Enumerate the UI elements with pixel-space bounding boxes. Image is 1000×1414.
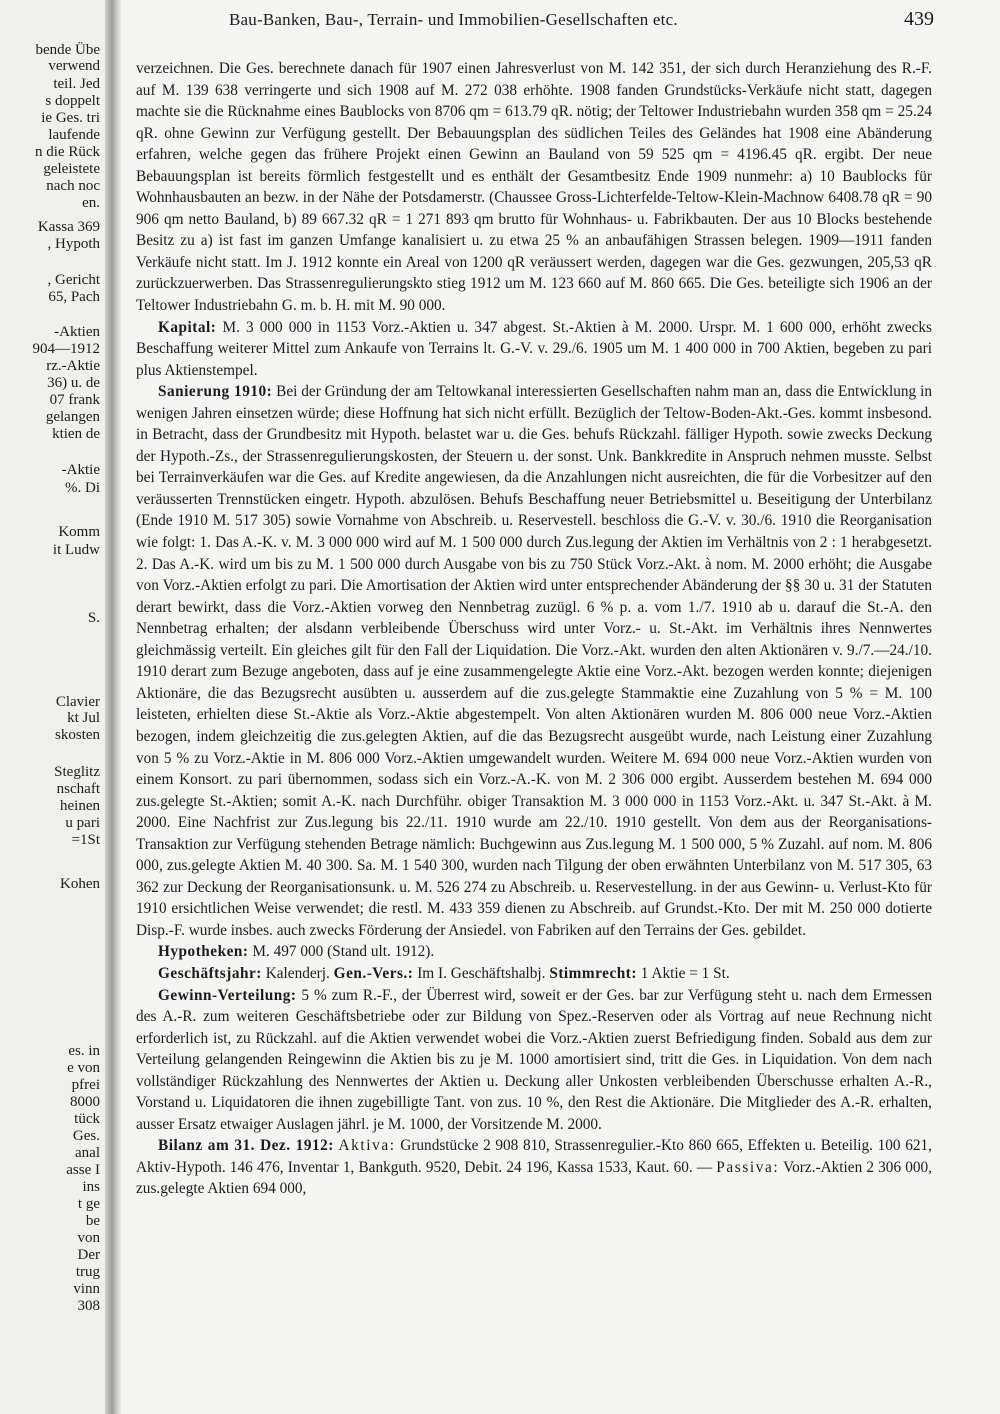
adjacent-page-line: t ge <box>77 1196 100 1212</box>
adjacent-page-line: heinen <box>60 798 100 814</box>
adjacent-page-line: u pari <box>65 815 100 831</box>
adjacent-page-line: en. <box>82 195 100 211</box>
adjacent-page-line: Ges. <box>72 1128 100 1144</box>
adjacent-page-line: vinn <box>73 1281 100 1297</box>
adjacent-page-line: trug <box>75 1264 100 1280</box>
adjacent-page-line: anal <box>75 1145 100 1161</box>
adjacent-page-line: , Gericht <box>47 272 100 288</box>
bilanz-aktiva-label: Aktiva: <box>338 1137 396 1155</box>
adjacent-page-line: geleistete <box>43 161 100 177</box>
adjacent-page-line: tück <box>74 1111 100 1127</box>
adjacent-page-line: nach noc <box>46 178 100 194</box>
adjacent-page-line: rz.-Aktie <box>46 358 100 374</box>
adjacent-page-line: verwend <box>48 58 100 74</box>
bilanz-passiva-label: Passiva: <box>716 1158 780 1176</box>
stimmrecht-label: Stimmrecht: <box>549 964 637 982</box>
adjacent-page-line: 904—1912 <box>32 341 100 357</box>
adjacent-page-line: Komm <box>58 524 100 540</box>
adjacent-page-line: 65, Pach <box>48 289 100 305</box>
adjacent-page-line: nschaft <box>56 781 100 797</box>
adjacent-page-line: skosten <box>55 727 100 743</box>
bilanz-aktiva-text: Grundstücke 2 908 810, Strassenregulier.-Kto 860 665, Effekten u. Beteilig. 100 621, Aktiv-Hypoth. 146 476, Inventar 1, Bankguth. 9520, Debit. 24 196, Kassa 1533, Kaut. 60. — <box>136 1137 932 1176</box>
page-main <box>124 0 934 1414</box>
adjacent-page-line: -Aktien <box>54 324 100 340</box>
adjacent-page-line: s doppelt <box>45 93 100 109</box>
adjacent-page-line: laufende <box>48 127 100 143</box>
geschaeftsjahr-text: Kalenderj. <box>261 964 330 982</box>
adjacent-page-line: it Ludw <box>52 542 100 558</box>
genvers-text: Im I. Geschäftshalbj. <box>413 964 546 982</box>
adjacent-page-line: n die Rück <box>35 144 100 160</box>
adjacent-page-line: ins <box>82 1179 100 1195</box>
paragraph-hypotheken <box>136 941 932 963</box>
adjacent-page-line: asse I <box>66 1162 100 1178</box>
adjacent-page-line: bende Übe <box>35 42 100 58</box>
sanierung-text: Bei der Gründung der am Teltowkanal interessierten Gesellschaften nahm man an, dass die Entwicklung in wenigen Jahren einsetzen würde; diese Hoffnung hat sich nicht erfüllt. Bezüglich der Teltow-Boden-Akt.-Ges. kommt insbesond. in Betracht, dass der Grundbesitz mit Hypoth. belastet war u. die Ges. behufs Rückzahl. fälliger Hypoth. sowie zwecks Deckung der Hypoth.-Zs., der Strassenregulierungskosten, der Steuern u. der sonst. Unk. Bankkredite in Anspruch nehmen musste. Selbst bei Terrainverkäufen war die Ges. auf Kredite angewiesen, da die Anzahlungen nicht ausreichten, die für die Vorbesitzer auf den veräusserten Trennstücken eingetr. Hypoth. abzulösen. Behufs Beschaffung neuer Betriebsmittel u. Beseitigung der Unterbilanz (Ende 1910 M. 517 305) sowie Vornahme von Abschreib. u. Reservestell. beschloss die G.-V. v. 30./6. 1910 die Reorganisation wie folgt: 1. Das A.-K. v. M. 3 000 000 wird auf M. 1 500 000 durch Zus.legung der Aktien im Verhältnis von 2 : 1 herabgesetzt. 2. Das A.-K. wird um bis zu M. 1 500 000 durch Ausgabe von bis zu 750 Stück Vorz.-Akt. à nom. M. 2000 erhöht; die Ausgabe von Vorz.-Aktien erfolgt zu pari. Die Amortisation der Aktien wird unter entsprechender Abänderung der §§ 30 u. 31 der Statuten derart bewirkt, dass die Vorz.-Aktien vorweg den Nennbetrag zuzügl. 6 % p. a. vom 1./7. 1910 ab u. darauf die St.-A. den Nennbetrag erhalten; der alsdann verbleibende Überschuss wird unter Vorz.- u. St.-Akt. im Verhältnis ihres Nennwertes gleichmässig verteilt. Ein gleiches gilt für den Fall der Liquidation. Die Vorz.-Akt. wurden den alten Aktionären v. 9./7.—24./10. 1910 derart zum Bezuge angeboten, dass auf je eine zusammengelegte Aktie eine Vorz.-Akt. bezogen werden konnte; diejenigen Aktionäre, die das Bezugsrecht ausübten u. ausserdem auf die zus.gelegte Stammaktie eine Zuzahlung von 5 % = M. 100 leisteten, erhielten diese St.-Aktie als Vorz.-Aktie abgestempelt. Von alten Aktionären wurden M. 806 000 neue Vorz.-Aktien bezogen, indem gleichzeitig die zus.gelegten Aktien, auf die das Bezugsrecht ausgeübt wurde, nach Leistung einer Zuzahlung von 5 % zu Vorz.-Aktie in M. 806 000 Vorz.-Aktien umgewandelt wurden. Weitere M. 694 000 neue Vorz.-Aktien wurden von einem Konsort. zu pari übernommen, sodass sich ein Vorz.-A.-K. von M. 2 306 000 ergibt. Ausserdem bestehen M. 694 000 zus.gelegte St.-Aktien; somit A.-K. nach Durchführ. obiger Transaktion M. 3 000 000 in 1153 Vorz.-Akt. u. 347 St.-Akt. à M. 2000. Eine Nachfrist zur Zus.legung bis 22./11. 1910 wurde am 22./10. 1910 gestellt. Von dem aus der Reorganisations-Transaktion zur Verfügung stehenden Betrage nämlich: Buchgewinn aus Zus.legung M. 1 500 000, 5 % Zuzahl. auf nom. M. 806 000, zus.gelegte Aktien M. 40 300. Sa. M. 1 540 300, wurden nach Tilgung der oben erwähnten Unterbilanz von M. 517 305, 63 362 zur Deckung der Reorganisationsunk. u. M. 526 274 zu Abschreib. u. Reservestellung. in der aus Gewinn- u. Verlust-Kto für 1910 ersichtlichen Weise verwendet; die restl. M. 433 359 dienen zu Abschreib. auf Grundst.-Kto. Der mit M. 250 000 dotierte Disp.-F. wurde insbes. auch zwecks Förderung der Ansiedel. von Fabriken auf den Terrains der Ges. gebildet. <box>136 383 932 939</box>
stimmrecht-text: 1 Aktie = 1 St. <box>636 964 730 982</box>
paragraph-kapital <box>136 317 932 382</box>
paragraph-intro: verzeichnen. Die Ges. berechnete danach für 1907 einen Jahresverlust von M. 142 351, der sich durch Heranziehung des R.-F. auf M. 139 638 verringerte und sich 1908 auf M. 272 038 erhöhte. 1908 fanden Grundstücks-Verkäufe nicht statt, dagegen machte sie die Rücknahme eines Baublocks von 8706 qm = 613.79 qR. nötig; der Teltower Industriebahn wurden 358 qm = 25.24 qR. ohne Gewinn zur Verfügung gestellt. Der Bebauungsplan des südlichen Teiles des Geländes hat 1908 eine Abänderung erfahren, welche gegen das frühere Projekt einen Gewinn an Bauland von 59 525 qm = 4196.45 qR. ergibt. Der neue Bebauungsplan ist bereits förmlich festgestellt und es enthält der Gesamtbesitz Ende 1909 nunmehr: a) 10 Baublocks für Wohnhausbauten an bezw. in der Nähe der Potsdamerstr. (Chaussee Gross-Lichterfelde-Teltow-Klein-Machnow 6408.78 qR = 90 906 qm netto Bauland, b) 89 667.32 qR = 1 271 893 qm brutto für Wohnhaus- u. Fabrikbauten. Der aus 10 Blocks bestehende Besitz zu a) ist fast im ganzen Umfange kanalisiert u. zu etwa 25 % an anbaufähigen Strassen belegen. 1909—1911 fanden Verkäufe nicht statt. Im J. 1912 konnte ein Areal von 1200 qR veräussert werden, dagegen war die Ges. gezwungen, 205,53 qR zurückzuerwerben. Das Strassenregulierungskto stieg 1912 um M. 123 660 auf M. 860 665. Die Ges. beteiligte sich 1906 an der Teltower Industriebahn G. m. b. H. mit M. 90 000. <box>136 60 932 315</box>
adjacent-page-line: Kassa 369 <box>37 219 100 235</box>
kapital-text: M. 3 000 000 in 1153 Vorz.-Aktien u. 347 abgest. St.-Aktien à M. 2000. Urspr. M. 1 600 000, erhöht zwecks Beschaffung weiterer Mittel zum Ankaufe von Terrains lt. G.-V. v. 29./6. 1905 um M. 1 400 000 in 700 Aktien, begeben zu pari plus Aktienstempel. <box>136 318 932 379</box>
adjacent-page-line: S. <box>87 610 100 626</box>
adjacent-page-line: 308 <box>77 1298 100 1314</box>
adjacent-page-line: e von <box>67 1060 100 1076</box>
adjacent-page-line: -Aktie <box>61 462 100 478</box>
adjacent-page-line: %. Di <box>65 480 100 496</box>
adjacent-page-line: von <box>77 1230 100 1246</box>
adjacent-page-line: es. in <box>68 1043 100 1059</box>
adjacent-page-line: , Hypoth <box>47 236 100 252</box>
adjacent-page-line: 36) u. de <box>47 375 100 391</box>
gewinn-label: Gewinn-Verteilung: <box>158 986 297 1004</box>
geschaeftsjahr-label: Geschäftsjahr: <box>158 964 262 982</box>
paragraph-sanierung <box>136 381 932 941</box>
hypotheken-label: Hypotheken: <box>158 943 249 961</box>
bilanz-label: Bilanz am 31. Dez. 1912: <box>158 1137 334 1155</box>
adjacent-page-line: teil. Jed <box>53 76 100 92</box>
paragraph-geschaeftsjahr <box>136 963 932 985</box>
adjacent-page-line: be <box>85 1213 100 1229</box>
adjacent-page-line: Der <box>77 1247 100 1263</box>
adjacent-page-line: pfrei <box>71 1077 100 1093</box>
paragraph-bilanz <box>136 1135 932 1200</box>
adjacent-page-line: ie Ges. tri <box>41 110 100 126</box>
page-gutter <box>105 0 121 1414</box>
adjacent-page-line: gelangen <box>45 409 100 425</box>
genvers-label: Gen.-Vers.: <box>333 964 414 982</box>
page-number: 439 <box>904 8 934 30</box>
hypotheken-text: M. 497 000 (Stand ult. 1912). <box>248 943 435 961</box>
adjacent-page-line: =1St <box>71 832 100 848</box>
paragraph-gewinn <box>136 985 932 1136</box>
page-header <box>124 10 934 34</box>
adjacent-page-line: Steglitz <box>54 764 100 780</box>
adjacent-page-line: 07 frank <box>49 392 100 408</box>
kapital-label: Kapital: <box>158 318 217 336</box>
adjacent-page-line: ktien de <box>52 426 100 442</box>
gewinn-text: 5 % zum R.-F., der Überrest wird, soweit er der Ges. bar zur Verfügung steht u. nach dem Ermessen des A.-R. zum weiteren Geschäftsbetriebe oder zur Bildung von Spez.-Reserven oder als Vortrag auf neue Rechnung nicht erforderlich ist, zu Rückzahl. auf die Aktien verwendet wobei die Vorz.-Aktien zuerst Befriedigung finden. Sobald aus dem zur Verteilung gelangenden Reingewinn die Aktien bis zu je M. 1000 amortisiert sind, tritt die Ges. in Liquidation. Von dem nach vollständiger Rückzahlung des Nennwertes der Aktien u. Deckung aller Unkosten verbleibenden Überschusse erhalten A.-R., Vorstand u. Liquidatoren die ihnen zugebilligte Tant. von zus. 10 %, den Rest die Aktionäre. Die Mitglieder des A.-R. erhalten, ausser Ersatz etwaiger Auslagen jährl. je M. 1000, der Vorsitzende M. 2000. <box>136 986 932 1133</box>
adjacent-page-fragment <box>0 0 114 1414</box>
adjacent-page-line: kt Jul <box>67 710 100 726</box>
adjacent-page-line: 8000 <box>70 1094 100 1110</box>
adjacent-page-line: Kohen <box>60 876 100 892</box>
adjacent-page-line: Clavier <box>55 694 100 710</box>
running-title: Bau-Banken, Bau-, Terrain- und Immobilien-Gesellschaften etc. <box>229 10 678 29</box>
bilanz-passiva-text: Vorz.-Aktien 2 306 000, zus.gelegte Aktien 694 000, <box>136 1158 932 1198</box>
sanierung-label: Sanierung 1910: <box>158 383 273 401</box>
body-text <box>136 58 932 1200</box>
